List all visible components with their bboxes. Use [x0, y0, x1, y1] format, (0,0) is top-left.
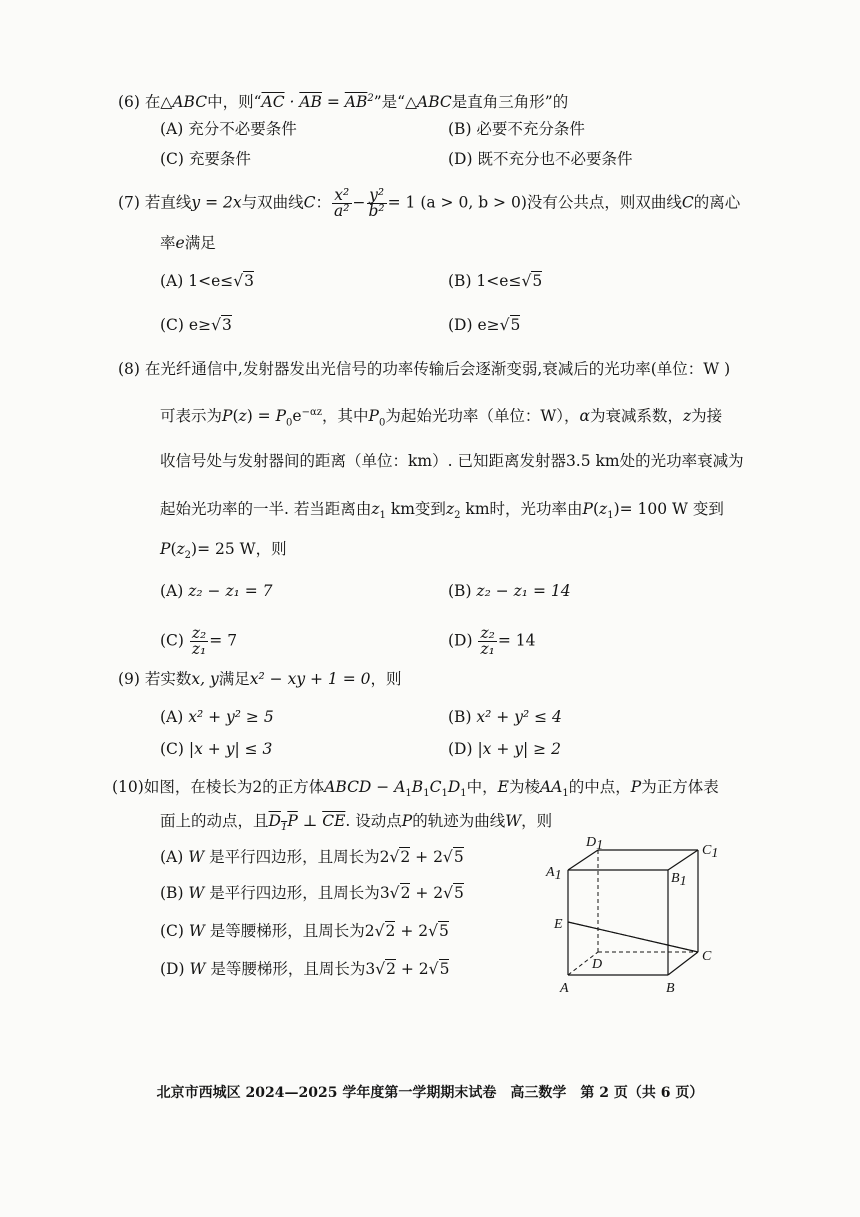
q9-option-d[interactable]: (D) |x + y| ≥ 2 [448, 740, 561, 758]
q10-stem-line2: 面上的动点，且$D_1P$ ⊥ $\overline{CE}$. 设动点P的轨迹为曲线W，则 [160, 812, 553, 834]
q9-option-a[interactable]: (A) x² + y² ≥ 5 [160, 708, 274, 726]
q8-stem-line3: 收信号处与发射器间的距离（单位：km）. 已知距离发射器3.5 km处的光功率衰减为 [160, 452, 744, 470]
q10-stem-line1: (10)如图，在棱长为2的正方体ABCD − $A_1B_1C_1D_1$中，E为棱$AA_1$的中点，P为正方体表 [112, 778, 719, 800]
label-d1: D1 [586, 835, 604, 853]
edge-bc [668, 952, 698, 975]
label-c1: C1 [702, 843, 719, 861]
q9-stem: (9) 若实数x, y满足x² − xy + 1 = 0，则 [118, 670, 402, 688]
label-a1: A1 [546, 865, 562, 883]
q8-stem-line5: $P(z_2)= 25$ W，则 [160, 540, 287, 562]
q10-option-d[interactable]: (D) W 是等腰梯形，且周长为3√2 + 2√5 [160, 960, 450, 978]
q10-option-c[interactable]: (C) W 是等腰梯形，且周长为2√2 + 2√5 [160, 922, 449, 940]
q10-option-b[interactable]: (B) W 是平行四边形，且周长为3√2 + 2√5 [160, 884, 464, 902]
q8-stem-line4: 起始光功率的一半. 若当距离由$z_1$ km变到$z_2$ km时，光功率由$P(z_1)= 100$ W 变到 [160, 500, 724, 522]
q8-stem-line2: 可表示为$P(z) = P_0e^{-\alpha z}$，其中$P_0$为起始光功率（单位：W），α为衰减系数，z为接 [160, 407, 723, 429]
q6-option-b[interactable]: (B) 必要不充分条件 [448, 120, 585, 138]
q7-option-a[interactable]: (A) 1<e≤√3 [160, 272, 254, 290]
q8-stem-line1: (8) 在光纤通信中,发射器发出光信号的功率传输后会逐渐变弱,衰减后的光功率(单位：W ) [118, 360, 731, 378]
segment-ec-dashed [568, 922, 698, 952]
q9-option-c[interactable]: (C) |x + y| ≤ 3 [160, 740, 273, 758]
label-b1: B1 [671, 871, 687, 889]
q7-stem: (7) 若直线y = 2x与双曲线C： $\frac{\text{x²}}{\text{a²}}$ − $\frac{\text{y²}}{\text{b²}}$ = 1 (a > 0, b > 0)没有公共点，则双曲线C的离心 [118, 186, 741, 220]
label-c: C [702, 949, 712, 964]
label-a: A [560, 981, 569, 996]
q7-option-c[interactable]: (C) e≥√3 [160, 316, 232, 334]
q9-option-b[interactable]: (B) x² + y² ≤ 4 [448, 708, 562, 726]
page-footer: 北京市西城区 2024—2025 学年度第一学期期末试卷 高三数学 第 2 页（共 6 页） [156, 1085, 704, 1101]
q6-option-d[interactable]: (D) 既不充分也不必要条件 [448, 150, 633, 168]
q6-option-c[interactable]: (C) 充要条件 [160, 150, 251, 168]
edge-b1c1 [668, 850, 698, 870]
q6-option-a[interactable]: (A) 充分不必要条件 [160, 120, 297, 138]
q8-option-d[interactable]: (D) $\frac{\text{z₂}}{\text{z₁}}$ = 14 [448, 624, 536, 658]
q8-option-a[interactable]: (A) z₂ − z₁ = 7 [160, 582, 273, 600]
q7-option-d[interactable]: (D) e≥√5 [448, 316, 521, 334]
q7-fraction-y: $\frac{\text{y²}}{\text{b²}}$ [368, 186, 385, 220]
q7-option-b[interactable]: (B) 1<e≤√5 [448, 272, 543, 290]
edge-a1d1 [568, 850, 598, 870]
label-e: E [554, 917, 563, 932]
q8-option-c[interactable]: (C) $\frac{\text{z₂}}{\text{z₁}}$ = 7 [160, 624, 238, 658]
label-d: D [592, 957, 603, 972]
q6-condition: $\overline{AC} \cdot \overline{AB} = \overline{AB}^2$ [261, 93, 374, 112]
label-b: B [666, 981, 675, 996]
q10-option-a[interactable]: (A) W 是平行四边形，且周长为2√2 + 2√5 [160, 848, 464, 866]
q7-stem-cont: 率e满足 [160, 234, 216, 252]
q6-stem: (6) 在△ABC中，则“$\overline{AC} \cdot \overline{AB} = \overline{AB}^2$”是“△ABC是直角三角形”的 [118, 93, 569, 112]
cube-diagram [530, 830, 720, 1000]
q7-fraction-x: $\frac{\text{x²}}{\text{a²}}$ [334, 186, 350, 220]
q6-number: (6) [118, 93, 140, 112]
q8-option-b[interactable]: (B) z₂ − z₁ = 14 [448, 582, 571, 600]
